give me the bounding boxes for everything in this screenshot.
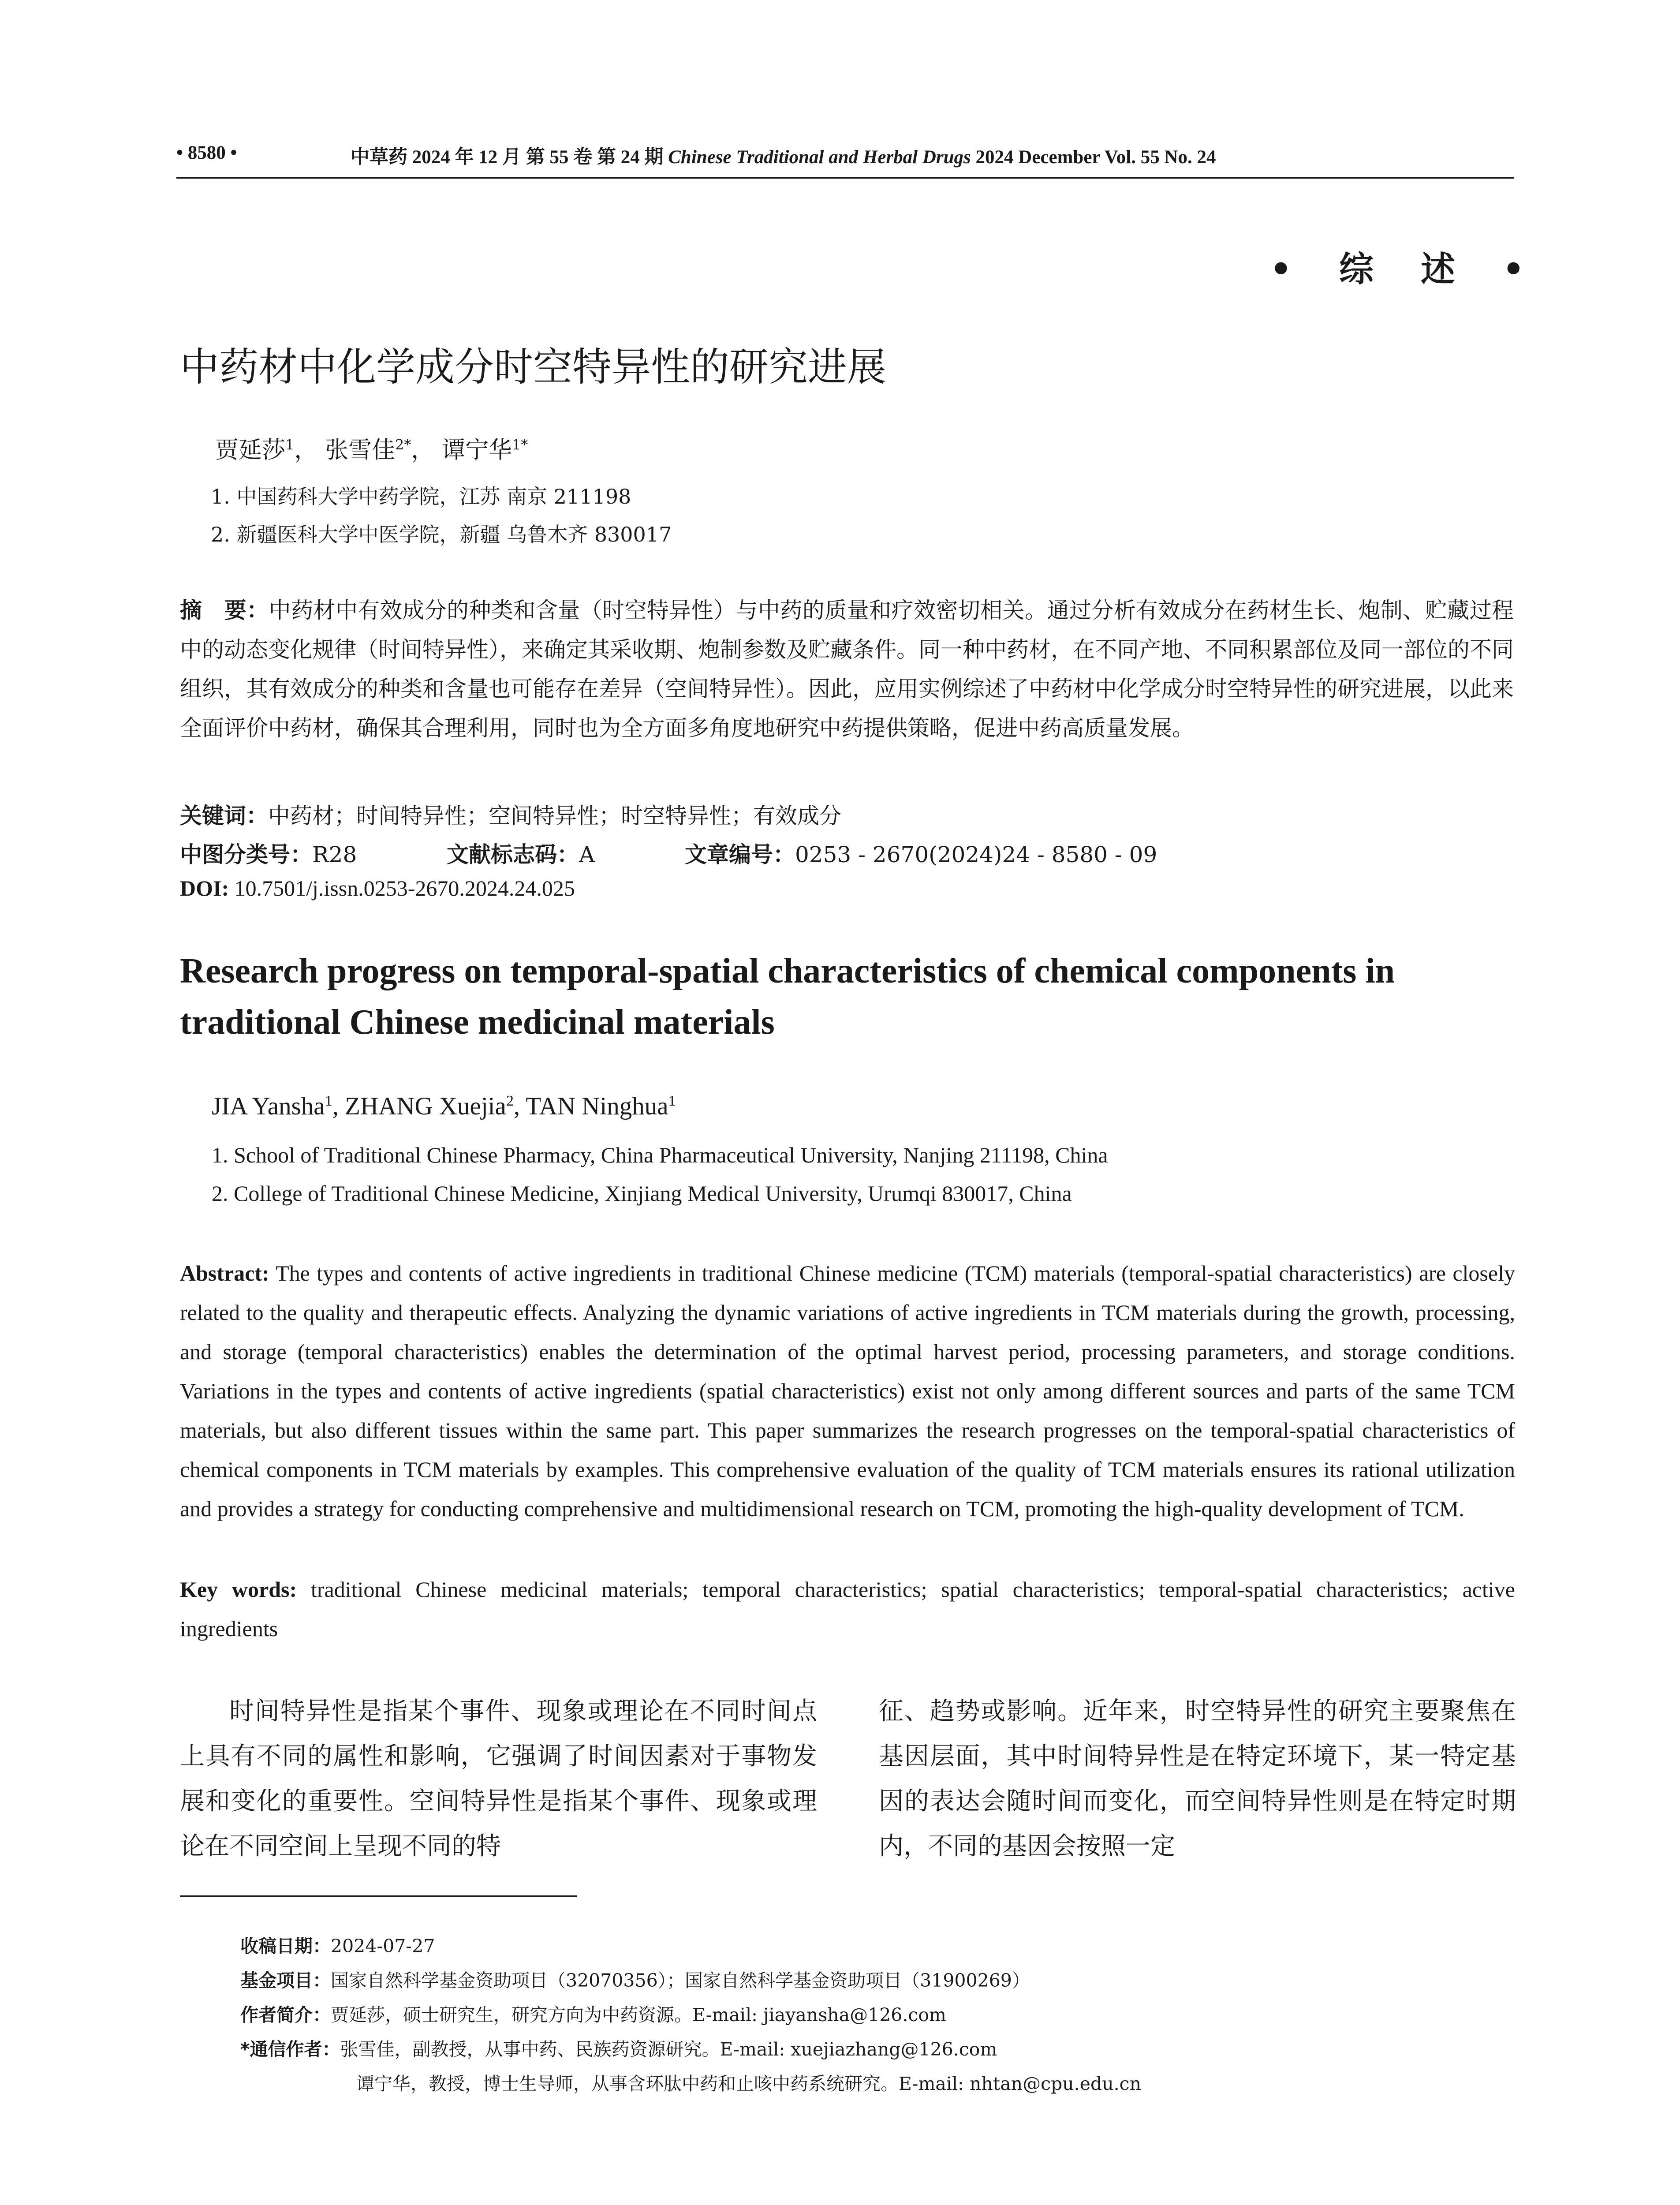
clc-label: 中图分类号： [180, 842, 312, 867]
author-en: ZHANG Xuejia [345, 1092, 506, 1120]
author-sup: 2 [506, 1093, 514, 1109]
journal-citation [351, 142, 1216, 169]
article-number [685, 837, 1157, 869]
doc-code-label: 文献标志码： [447, 842, 579, 867]
author-cn: 贾延莎 [215, 437, 285, 463]
doi-value: 10.7501/j.issn.0253-2670.2024.24.025 [234, 876, 575, 901]
footnote-rule [180, 1895, 577, 1897]
author-sup: 1 [285, 437, 295, 453]
authors-en: JIA Yansha$^1$, ZHANG Xuejia$^2$, TAN Ninghua$^1$ [212, 1092, 676, 1120]
author-sup: 1 [668, 1093, 676, 1109]
abstract-en-text: The types and contents of active ingredients in traditional Chinese medicine (TCM) materials (temporal-spatial characteristics) are closely related to the quality and therapeutic effects. Analyzing the dynamic variations of active ingredients in TCM materials during the growth, processing, and storage (temporal characteristics) enables the determination of the optimal harvest period, processing parameters, and storage conditions. Variations in the types and contents of active ingredients (spatial characteristics) exist not only among different sources and parts of the same TCM materials, but also different tissues within the same part. This paper summarizes the research progresses on the temporal-spatial characteristics of chemical components in TCM materials by examples. This comprehensive evaluation of the quality of TCM materials ensures its rational utilization and provides a strategy for conducting comprehensive and multidimensional research on TCM, promoting the high-quality development of TCM. [180, 1261, 1515, 1521]
doi-line [180, 875, 575, 901]
footnote-bio [240, 2000, 946, 2026]
author-en: TAN Ninghua [526, 1092, 668, 1120]
footnote-correspondence-2: 谭宁华，教授，博士生导师，从事含环肽中药和止咳中药系统研究。E-mail: nhtan@cpu.edu.cn [356, 2073, 1142, 2094]
keywords-en-label: Key words: [180, 1577, 297, 1602]
affiliation-en-1: 1. School of Traditional Chinese Pharmacy, China Pharmaceutical University, Nanjing 211198, China [212, 1143, 1108, 1167]
received-date: 2024-07-27 [331, 1936, 435, 1957]
corr-text-1: 张雪佳，副教授，从事中药、民族药资源研究。E-mail: xuejiazhang@126.com [340, 2039, 997, 2060]
received-label: 收稿日期： [240, 1936, 331, 1957]
article-number-value: 0253 - 2670(2024)24 - 8580 - 09 [795, 842, 1157, 867]
keywords-cn [180, 798, 841, 830]
footnote-correspondence [240, 2035, 997, 2061]
body-column-right: 征、趋势或影响。近年来，时空特异性的研究主要聚焦在基因层面，其中时间特异性是在特定环境下，某一特定基因的表达会随时间而变化，而空间特异性则是在特定时期内，不同的基因会按照一定 [879, 1697, 1516, 1861]
bio-label: 作者简介： [240, 2004, 331, 2026]
keywords-en-text: traditional Chinese medicinal materials; temporal characteristics; spatial characteristics; temporal-spatial characteristics; active ingredients [180, 1577, 1515, 1641]
affiliation-cn-2: 2. 新疆医科大学中医学院，新疆 乌鲁木齐 830017 [211, 523, 672, 546]
article-number-label: 文章编号： [685, 842, 795, 867]
doc-code-value: A [579, 842, 595, 867]
body-column-left: 时间特异性是指某个事件、现象或理论在不同时间点上具有不同的属性和影响，它强调了时间因素对于事物发展和变化的重要性。空间特异性是指某个事件、现象或理论在不同空间上呈现不同的特 [180, 1697, 817, 1861]
journal-issue-en: 2024 December Vol. 55 No. 24 [975, 147, 1216, 168]
author-en: JIA Yansha [212, 1092, 325, 1120]
abstract-cn-text: 中药材中有效成分的种类和含量（时空特异性）与中药的质量和疗效密切相关。通过分析有效成分在药材生长、炮制、贮藏过程中的动态变化规律（时间特异性），来确定其采收期、炮制参数及贮藏条件。同一种中药材，在不同产地、不同积累部位及同一部位的不同组织，其有效成分的种类和含量也可能存在差异（空间特异性）。因此，应用实例综述了中药材中化学成分时空特异性的研究进展，以此来全面评价中药材，确保其合理利用，同时也为全方面多角度地研究中药提供策略，促进中药高质量发展。 [180, 598, 1514, 741]
header-rule [176, 177, 1514, 179]
author-sup: 1 [325, 1093, 332, 1109]
author-cn: 张雪佳 [325, 437, 396, 463]
doi-label: DOI: [180, 876, 229, 901]
abstract-en-label: Abstract: [180, 1261, 269, 1286]
affiliation-en-2: 2. College of Traditional Chinese Medicine, Xinjiang Medical University, Urumqi 830017, China [212, 1181, 1072, 1206]
author-cn: 谭宁华 [442, 437, 512, 463]
clc-value: R28 [312, 842, 357, 867]
title-cn: 中药材中化学成分时空特异性的研究进展 [180, 344, 886, 390]
doc-code [447, 837, 595, 869]
footnote-fund [240, 1966, 1030, 1992]
keywords-en [180, 1570, 1515, 1648]
bio-text: 贾延莎，硕士研究生，研究方向为中药资源。E-mail: jiayansha@126.com [331, 2004, 946, 2026]
corr-label: *通信作者： [240, 2039, 340, 2060]
page-number: • 8580 • [176, 142, 237, 163]
journal-name-cn: 中草药 [351, 147, 407, 168]
title-en: Research progress on temporal-spatial characteristics of chemical components in traditional Chinese medicinal materials [180, 952, 1395, 1042]
section-label: • 综 述 • [1270, 249, 1542, 289]
keywords-cn-label: 关键词： [180, 803, 268, 829]
fund-label: 基金项目： [240, 1970, 331, 1991]
abstract-cn-label: 摘 要： [180, 598, 269, 623]
author-sup: 1* [512, 437, 528, 453]
classification-line [180, 837, 1157, 869]
journal-issue-cn: 2024 年 12 月 第 55 卷 第 24 期 [412, 147, 664, 168]
abstract-cn [180, 591, 1514, 748]
abstract-en [180, 1254, 1515, 1529]
fund-text: 国家自然科学基金资助项目（32070356）；国家自然科学基金资助项目（31900269） [331, 1970, 1030, 1991]
journal-name-en: Chinese Traditional and Herbal Drugs [668, 147, 971, 168]
affiliation-cn-1: 1. 中国药科大学中药学院，江苏 南京 211198 [211, 485, 631, 508]
keywords-cn-text: 中药材；时间特异性；空间特异性；时空特异性；有效成分 [268, 803, 841, 829]
authors-cn: 贾延莎$^1$， 张雪佳$^{2*}$， 谭宁华$^{1*}$ [215, 437, 528, 463]
footnote-received [240, 1932, 435, 1958]
author-sup: 2* [395, 437, 411, 453]
